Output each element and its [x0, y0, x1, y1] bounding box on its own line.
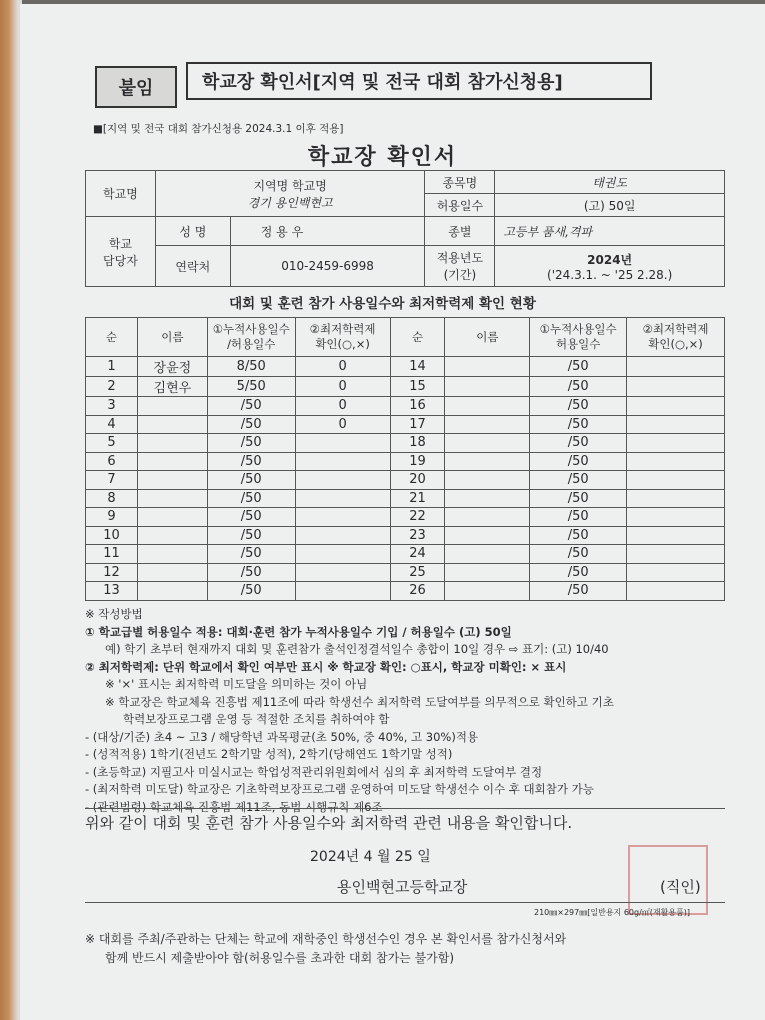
- header-days-right: [530, 318, 627, 357]
- category-label: 종별: [425, 217, 495, 246]
- row-name: [137, 415, 207, 434]
- row-min-right: [627, 397, 725, 416]
- row-days-right: /50: [530, 508, 627, 527]
- header-name: 이름: [137, 318, 207, 357]
- row-days: /50: [207, 397, 295, 416]
- row-min: [295, 434, 390, 453]
- issue-date: 2024년 4 월 25 일: [310, 849, 431, 865]
- note-1: ① 학교급별 허용일수 적용: 대회·훈련 참가 누적사용일수 기입 / 허용일수 (고) 50일: [85, 624, 512, 639]
- divider: [85, 808, 725, 809]
- row-days-right: /50: [530, 377, 627, 397]
- note-2-b: ※ 학교장은 학교체육 진흥법 제11조에 따라 학생선수 최저학력 도달여부를 의무적으로 확인하고 기초: [105, 694, 614, 709]
- paper-size-note: 210㎜×297㎜[일반용지 60g/㎡(재활용품)]: [534, 908, 691, 917]
- row-name: 장윤정: [137, 357, 207, 377]
- row-no: 13: [86, 582, 138, 601]
- row-min: [295, 452, 390, 471]
- row-days: /50: [207, 434, 295, 453]
- row-days-right: /50: [530, 471, 627, 490]
- row-name-right: [445, 545, 530, 564]
- row-days: /50: [207, 471, 295, 490]
- footer-line-2: 함께 반드시 제출받아야 함(허용일수를 초과한 대회 참가는 불가함): [105, 951, 455, 965]
- row-no: 1: [86, 357, 138, 377]
- row-name: [137, 397, 207, 416]
- detail-5: - (관련법령) 학교체육 진흥법 제11조, 동법 시행규칙 제6조: [85, 799, 383, 814]
- row-min: [295, 471, 390, 490]
- year-value: 2024년: [587, 252, 633, 267]
- row-name-right: [445, 508, 530, 527]
- row-days-right: /50: [530, 545, 627, 564]
- row-min: [295, 508, 390, 527]
- row-days: /50: [207, 452, 295, 471]
- attachment-tag: 붙임: [95, 66, 177, 108]
- year-cell: [495, 246, 725, 287]
- row-name: [137, 452, 207, 471]
- table-row: [86, 582, 725, 601]
- row-min-right: [627, 582, 725, 601]
- header-days-1-right: ①누적사용일수: [539, 322, 617, 337]
- divider: [85, 902, 725, 903]
- row-name-right: [445, 397, 530, 416]
- row-no-right: 19: [390, 452, 445, 471]
- note-2: ② 최저학력제: 단위 학교에서 확인 여부만 표시 ※ 학교장 확인: ○표시, 학교장 미확인: × 표시: [85, 659, 567, 674]
- row-days: /50: [207, 489, 295, 508]
- row-min: 0: [295, 377, 390, 397]
- row-min-right: [627, 357, 725, 377]
- staff-label: [86, 217, 156, 287]
- row-no: 5: [86, 434, 138, 453]
- applicability-note: ■[지역 및 전국 대회 참가신청용 2024.3.1 이후 적용]: [93, 123, 344, 135]
- row-name: 김현우: [137, 377, 207, 397]
- row-name-right: [445, 434, 530, 453]
- contact-label: 연락처: [155, 246, 230, 287]
- header-min-1: ②최저학력제: [309, 322, 376, 337]
- instructions: [85, 606, 735, 816]
- row-days-right: /50: [530, 434, 627, 453]
- note-2-a: ※ '×' 표시는 최저학력 미도달을 의미하는 것이 아님: [105, 677, 368, 691]
- days-label: 허용일수: [425, 194, 495, 217]
- row-days-right: /50: [530, 452, 627, 471]
- table-row: [86, 377, 725, 397]
- school-cell: [155, 171, 425, 217]
- row-days: /50: [207, 545, 295, 564]
- table-row: [86, 508, 725, 527]
- footer-note: [85, 930, 725, 968]
- row-days-right: /50: [530, 526, 627, 545]
- school-value: 경기 용인백현고: [247, 195, 333, 210]
- school-label: 학교명: [86, 171, 156, 217]
- seal-label: (직인): [660, 878, 701, 896]
- row-name: [137, 582, 207, 601]
- row-days: /50: [207, 508, 295, 527]
- table-row: [86, 526, 725, 545]
- row-no-right: 17: [390, 415, 445, 434]
- row-no: 3: [86, 397, 138, 416]
- notes-header: ※ 작성방법: [85, 607, 143, 621]
- category-value: 고등부 품새,격파: [495, 217, 725, 246]
- staff-label-1: 학교: [108, 236, 133, 251]
- row-name-right: [445, 563, 530, 582]
- table-row: [86, 471, 725, 490]
- principal-name: 용인백현고등학교장: [337, 878, 468, 896]
- detail-1: - (대상/기준) 초4 ~ 고3 / 해당학년 과목평균(초 50%, 중 40%, 고 30%)적용: [85, 729, 479, 744]
- row-min-right: [627, 415, 725, 434]
- row-no: 9: [86, 508, 138, 527]
- row-name: [137, 434, 207, 453]
- period-value: ('24.3.1. ~ '25 2.28.): [547, 267, 673, 282]
- row-days-right: /50: [530, 357, 627, 377]
- row-name: [137, 545, 207, 564]
- contact-value: 010-2459-6998: [230, 246, 425, 287]
- row-no-right: 26: [390, 582, 445, 601]
- row-no-right: 24: [390, 545, 445, 564]
- row-no-right: 25: [390, 563, 445, 582]
- row-days: /50: [207, 563, 295, 582]
- row-name-right: [445, 415, 530, 434]
- header-min: [295, 318, 390, 357]
- school-info-table: [85, 170, 725, 287]
- staff-label-2: 담당자: [103, 253, 138, 268]
- table-row: [86, 452, 725, 471]
- row-min-right: [627, 452, 725, 471]
- row-name: [137, 563, 207, 582]
- row-min: [295, 582, 390, 601]
- row-days: /50: [207, 526, 295, 545]
- table-row: [86, 357, 725, 377]
- table-row: [86, 434, 725, 453]
- section-title: 대회 및 훈련 참가 사용일수와 최저학력제 확인 현황: [229, 296, 536, 312]
- table-row: [86, 415, 725, 434]
- row-name-right: [445, 471, 530, 490]
- row-no: 7: [86, 471, 138, 490]
- row-min: 0: [295, 415, 390, 434]
- header-days-2: /허용일수: [227, 337, 276, 351]
- row-no-right: 14: [390, 357, 445, 377]
- header-days-2-right: 허용일수: [555, 337, 601, 351]
- row-no-right: 21: [390, 489, 445, 508]
- row-min-right: [627, 508, 725, 527]
- row-name-right: [445, 357, 530, 377]
- row-min: [295, 489, 390, 508]
- table-row: [86, 397, 725, 416]
- detail-4: - (최저학력 미도달) 학교장은 기초학력보장프로그램 운영하여 미도달 학생선수 이수 후 대회참가 가능: [85, 782, 594, 796]
- row-name-right: [445, 452, 530, 471]
- header-min-right: [627, 318, 725, 357]
- row-no: 12: [86, 563, 138, 582]
- year-label-1: 적용년도: [436, 251, 484, 265]
- row-min: [295, 526, 390, 545]
- row-min: [295, 563, 390, 582]
- header-min-2-right: 확인(○,×): [648, 337, 703, 351]
- header-days-1: ①누적사용일수: [212, 322, 290, 337]
- row-name-right: [445, 582, 530, 601]
- row-min-right: [627, 489, 725, 508]
- row-no: 4: [86, 415, 138, 434]
- confirmation-text: 위와 같이 대회 및 훈련 참가 사용일수와 최저학력 관련 내용을 확인합니다.: [85, 814, 573, 832]
- row-name: [137, 508, 207, 527]
- sport-label: 종목명: [425, 171, 495, 194]
- name-label: 성 명: [155, 217, 230, 246]
- row-no-right: 20: [390, 471, 445, 490]
- header-name-right: 이름: [445, 318, 530, 357]
- row-days-right: /50: [530, 397, 627, 416]
- row-min-right: [627, 434, 725, 453]
- row-no-right: 16: [390, 397, 445, 416]
- row-min: 0: [295, 397, 390, 416]
- name-value: 정 용 우: [230, 217, 425, 246]
- row-days-right: /50: [530, 415, 627, 434]
- row-min: 0: [295, 357, 390, 377]
- row-min: [295, 545, 390, 564]
- usage-table: [85, 317, 725, 601]
- row-no-right: 15: [390, 377, 445, 397]
- header-min-1-right: ②최저학력제: [642, 322, 709, 337]
- row-no: 6: [86, 452, 138, 471]
- row-min-right: [627, 471, 725, 490]
- row-no-right: 22: [390, 508, 445, 527]
- header-no-right: 순: [390, 318, 445, 357]
- row-name: [137, 489, 207, 508]
- row-days: 5/50: [207, 377, 295, 397]
- row-days-right: /50: [530, 563, 627, 582]
- header-no: 순: [86, 318, 138, 357]
- header-days: [207, 318, 295, 357]
- row-no: 11: [86, 545, 138, 564]
- sport-value: 태권도: [495, 171, 725, 194]
- row-name-right: [445, 526, 530, 545]
- year-label-2: (기간): [443, 268, 477, 282]
- table-row: [86, 489, 725, 508]
- row-days: /50: [207, 415, 295, 434]
- footer-line-1: ※ 대회를 주최/주관하는 단체는 학교에 재학중인 학생선수인 경우 본 확인서를 참가신청서와: [85, 932, 567, 946]
- page-title: 학교장 확인서: [307, 145, 458, 170]
- table-row: [86, 563, 725, 582]
- row-days: 8/50: [207, 357, 295, 377]
- row-name-right: [445, 489, 530, 508]
- row-no: 8: [86, 489, 138, 508]
- document-heading: 학교장 확인서[지역 및 전국 대회 참가신청용]: [186, 62, 652, 100]
- note-2-b-cont: 학력보장프로그램 운영 등 적절한 조치를 취하여야 함: [123, 712, 390, 726]
- year-label: [425, 246, 495, 287]
- row-min-right: [627, 563, 725, 582]
- header-min-2: 확인(○,×): [315, 337, 370, 351]
- row-no-right: 23: [390, 526, 445, 545]
- row-name-right: [445, 377, 530, 397]
- row-min-right: [627, 377, 725, 397]
- row-no: 2: [86, 377, 138, 397]
- row-days-right: /50: [530, 582, 627, 601]
- row-min-right: [627, 545, 725, 564]
- row-name: [137, 471, 207, 490]
- table-row: [86, 545, 725, 564]
- row-no-right: 18: [390, 434, 445, 453]
- detail-3: - (초등학교) 지필고사 미실시교는 학업성적관리위원회에서 심의 후 최저학력 도달여부 결정: [85, 764, 543, 779]
- note-1-example: 예) 학기 초부터 현재까지 대회 및 훈련참가 출석인정결석일수 총합이 10일 경우 ⇨ 표기: (고) 10/40: [105, 642, 609, 656]
- row-name: [137, 526, 207, 545]
- row-no: 10: [86, 526, 138, 545]
- school-hint: 지역명 학교명: [253, 178, 327, 193]
- row-days-right: /50: [530, 489, 627, 508]
- detail-2: - (성적적용) 1학기(전년도 2학기말 성적), 2학기(당해연도 1학기말 성적): [85, 747, 453, 761]
- row-days: /50: [207, 582, 295, 601]
- days-value: (고) 50일: [495, 194, 725, 217]
- row-min-right: [627, 526, 725, 545]
